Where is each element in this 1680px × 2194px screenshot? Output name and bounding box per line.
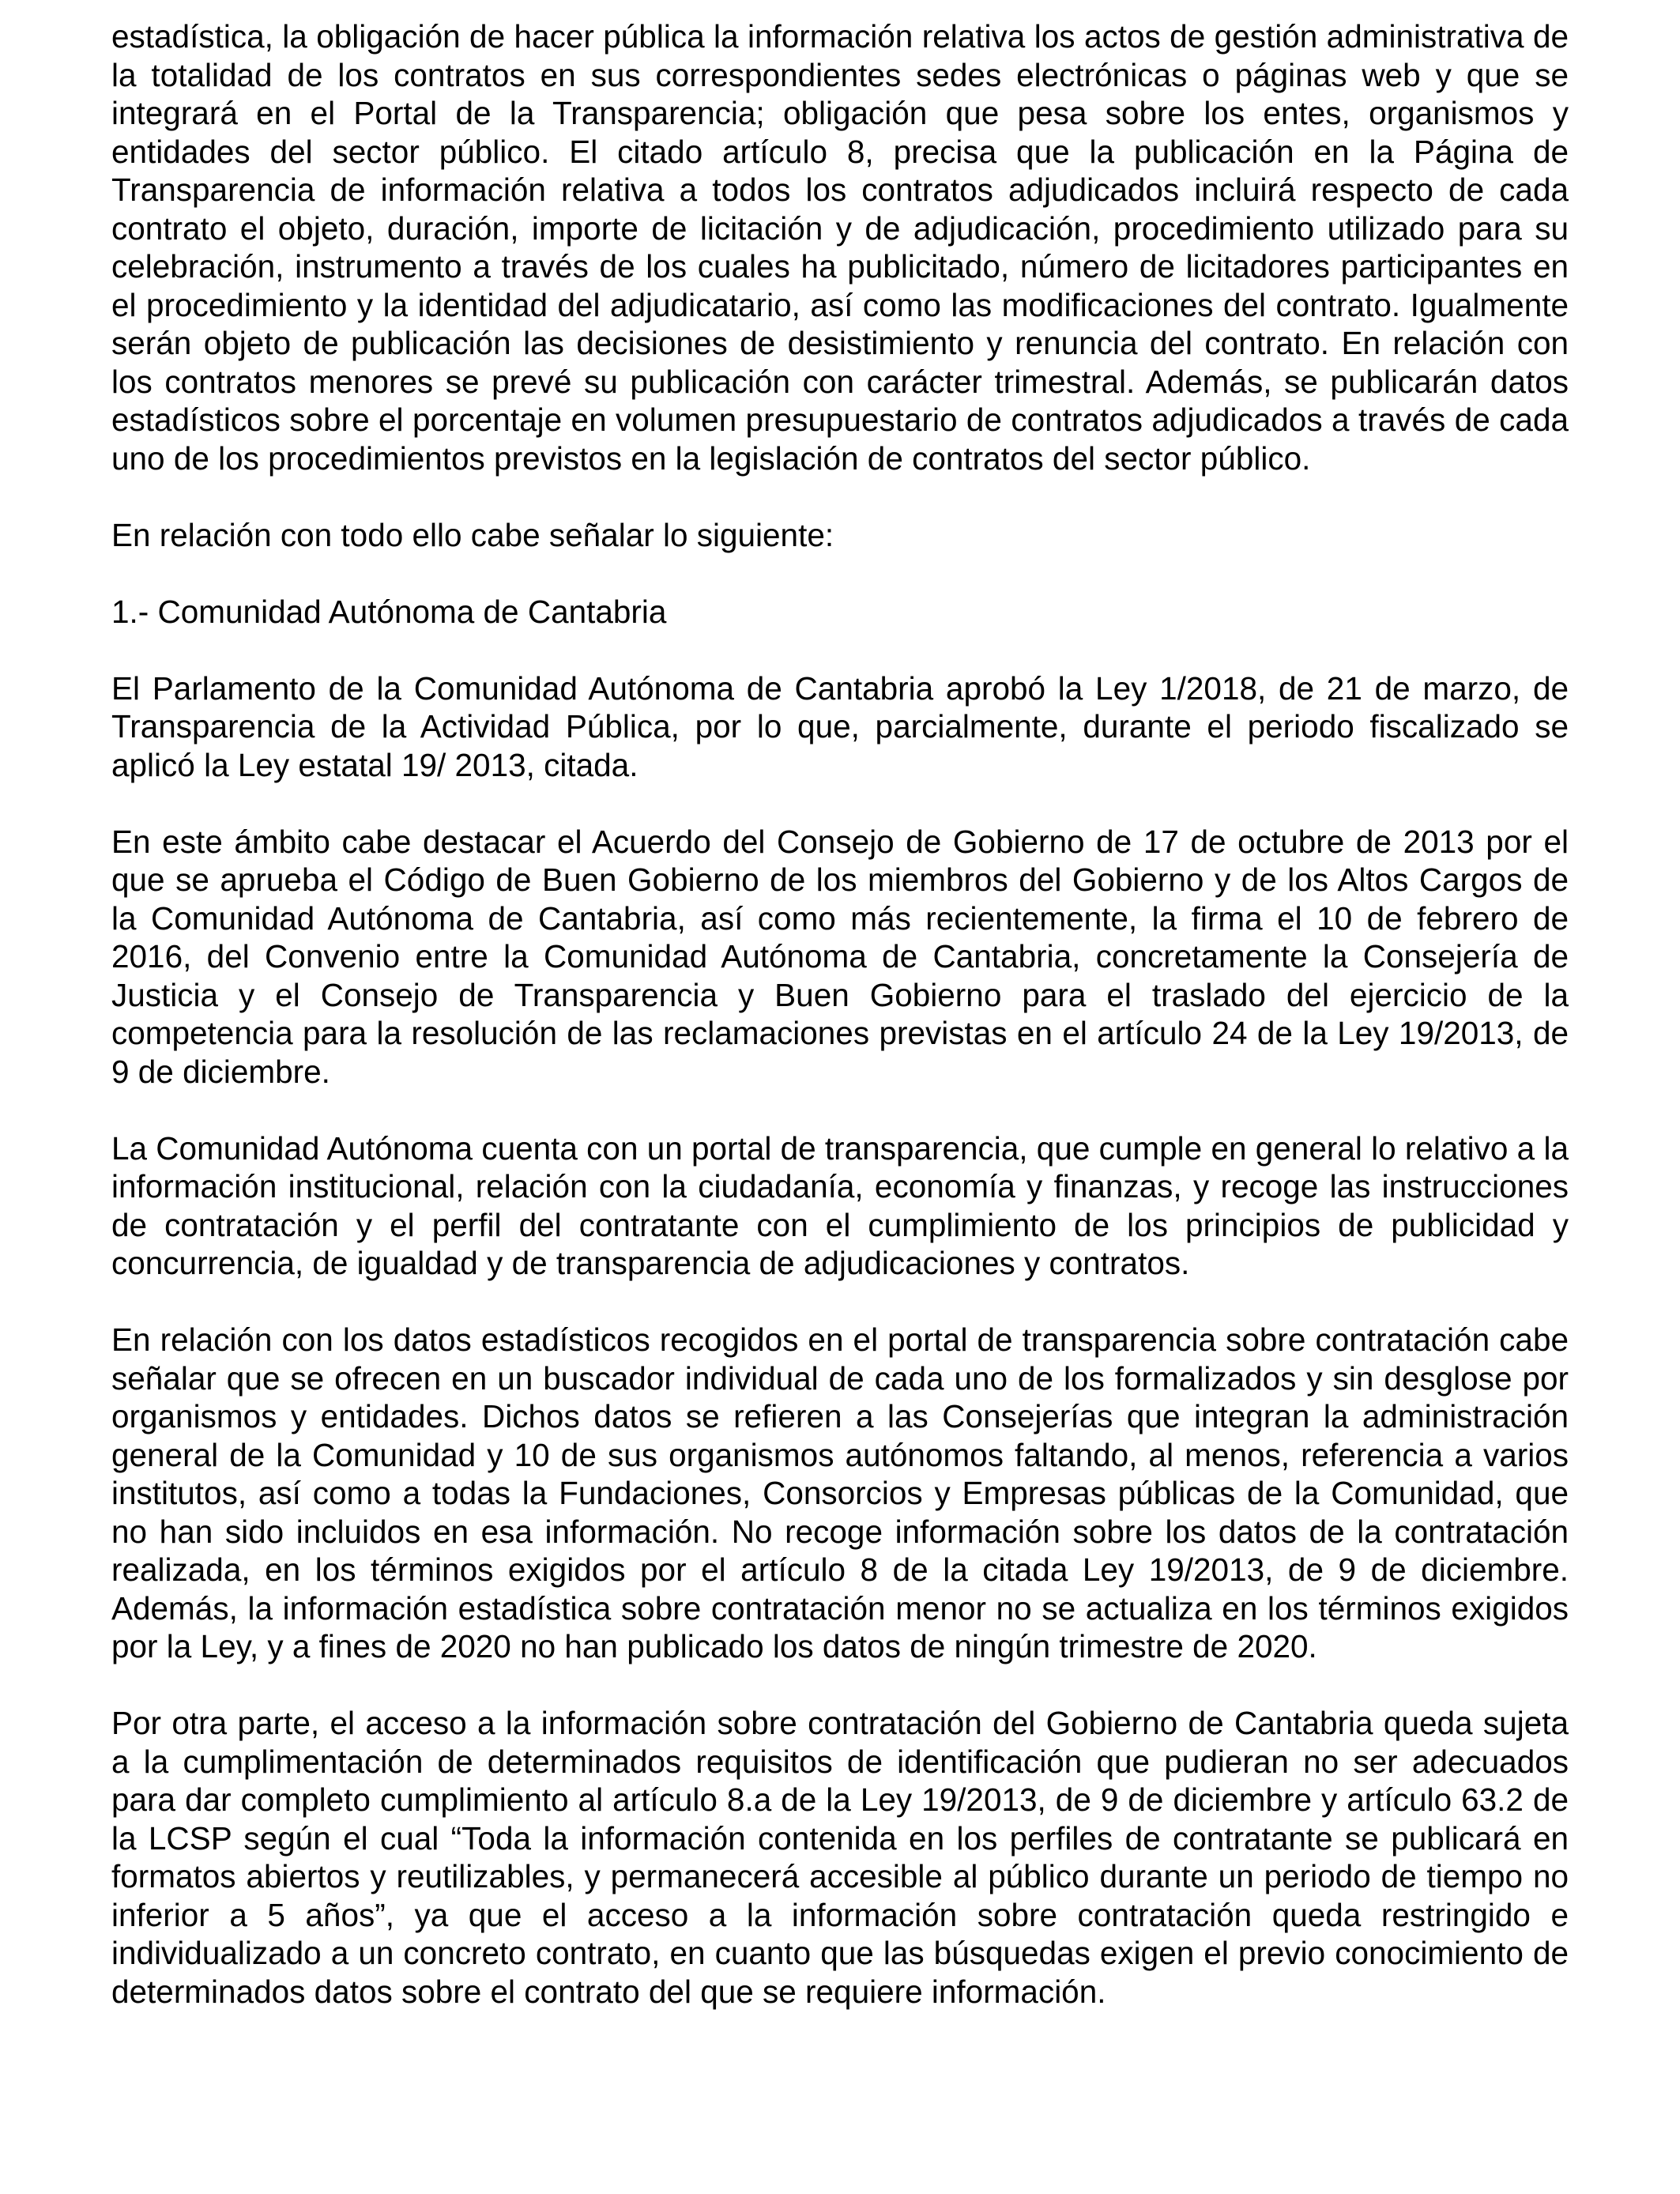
paragraph-transparency-obligations: estadística, la obligación de hacer pública la información relativa los actos de gestión administrativa de la totalidad de los contratos en sus correspondientes sedes electrónicas o páginas web y que se integrará en el Portal de la Transparencia; obligación que pesa sobre los entes, organismos y entidades del sector público. El citado artículo 8, precisa que la publicación en la Página de Transparencia de información relativa a todos los contratos adjudicados incluirá respecto de cada contrato el objeto, duración, importe de licitación y de adjudicación, procedimiento utilizado para su celebración, instrumento a través de los cuales ha publicitado, número de licitadores participantes en el procedimiento y la identidad del adjudicatario, así como las modificaciones del contrato. Igualmente serán objeto de publicación las decisiones de desistimiento y renuncia del contrato. En relación con los contratos menores se prevé su publicación con carácter trimestral. Además, se publicarán datos estadísticos sobre el porcentaje en volumen presupuestario de contratos adjudicados a través de cada uno de los procedimientos previstos en la legislación de contratos del sector público. — [111, 18, 1569, 477]
paragraph-cantabria-law: El Parlamento de la Comunidad Autónoma de Cantabria aprobó la Ley 1/2018, de 21 de marzo, de Transparencia de la Actividad Pública, por lo que, parcialmente, durante el periodo fiscalizado se aplicó la Ley estatal 19/ 2013, citada. — [111, 669, 1569, 783]
paragraph-intro-remarks: En relación con todo ello cabe señalar lo siguiente: — [111, 516, 834, 553]
section-heading-cantabria: 1.- Comunidad Autónoma de Cantabria — [111, 593, 667, 630]
paragraph-statistical-data: En relación con los datos estadísticos recogidos en el portal de transparencia sobre contratación cabe señalar que se ofrecen en un buscador individual de cada uno de los formalizados y sin desglose por organismos y entidades. Dichos datos se refieren a las Consejerías que integran la administración general de la Comunidad y 10 de sus organismos autónomos faltando, al menos, referencia a varios institutos, así como a todas la Fundaciones, Consorcios y Empresas públicas de la Comunidad, que no han sido incluidos en esa información. No recoge información sobre los datos de la contratación realizada, en los términos exigidos por el artículo 8 de la citada Ley 19/2013, de 9 de diciembre. Además, la información estadística sobre contratación menor no se actualiza en los términos exigidos por la Ley, y a fines de 2020 no han publicado los datos de ningún trimestre de 2020. — [111, 1321, 1569, 1664]
document-page — [111, 17, 1569, 2011]
paragraph-good-governance-agreement: En este ámbito cabe destacar el Acuerdo del Consejo de Gobierno de 17 de octubre de 2013 por el que se aprueba el Código de Buen Gobierno de los miembros del Gobierno y de los Altos Cargos de la Comunidad Autónoma de Cantabria, así como más recientemente, la firma el 10 de febrero de 2016, del Convenio entre la Comunidad Autónoma de Cantabria, concretamente la Consejería de Justicia y el Consejo de Transparencia y Buen Gobierno para el traslado del ejercicio de la competencia para la resolución de las reclamaciones previstas en el artículo 24 de la Ley 19/2013, de 9 de diciembre. — [111, 823, 1569, 1090]
paragraph-access-requirements: Por otra parte, el acceso a la información sobre contratación del Gobierno de Cantabria queda sujeta a la cumplimentación de determinados requisitos de identificación que pudieran no ser adecuados para dar completo cumplimiento al artículo 8.a de la Ley 19/2013, de 9 de diciembre y artículo 63.2 de la LCSP según el cual “Toda la información contenida en los perfiles de contratante se publicará en formatos abiertos y reutilizables, y permanecerá accesible al público durante un periodo de tiempo no inferior a 5 años”, ya que el acceso a la información sobre contratación queda restringido e individualizado a un concreto contrato, en cuanto que las búsquedas exigen el previo conocimiento de determinados datos sobre el contrato del que se requiere información. — [111, 1705, 1569, 2010]
paragraph-transparency-portal: La Comunidad Autónoma cuenta con un portal de transparencia, que cumple en general lo relativo a la información institucional, relación con la ciudadanía, economía y finanzas, y recoge las instrucciones de contratación y el perfil del contratante con el cumplimiento de los principios de publicidad y concurrencia, de igualdad y de transparencia de adjudicaciones y contratos. — [111, 1129, 1569, 1281]
